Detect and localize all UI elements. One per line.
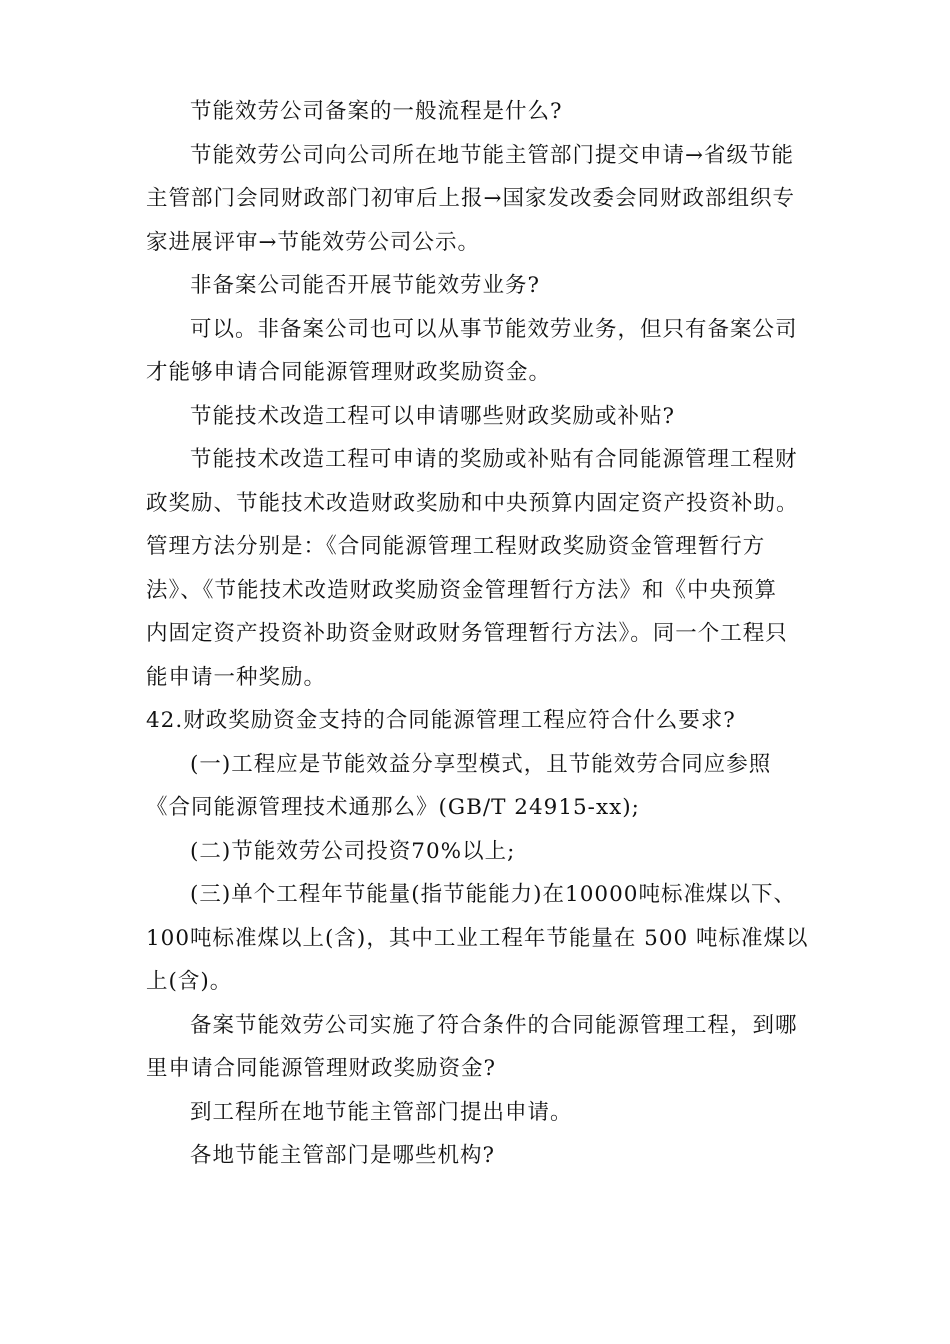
question-42-requirements: 42.财政奖励资金支持的合同能源管理工程应符合什么要求? xyxy=(146,708,736,733)
paragraph-line: 管理方法分别是：《合同能源管理工程财政奖励资金管理暂行方 xyxy=(146,534,766,559)
question-fiscal-rewards: 节能技术改造工程可以申请哪些财政奖励或补贴? xyxy=(190,404,676,429)
question-non-filed-company: 非备案公司能否开展节能效劳业务? xyxy=(190,273,541,298)
list-item-2: (二)节能效劳公司投资70%以上; xyxy=(190,839,516,864)
answer-where-to-apply: 到工程所在地节能主管部门提出申请。 xyxy=(190,1100,573,1125)
list-item-1: (一)工程应是节能效益分享型模式，且节能效劳合同应参照 xyxy=(190,752,772,777)
paragraph-line: 家进展评审→节能效劳公司公示。 xyxy=(146,230,481,255)
paragraph-line: 里申请合同能源管理财政奖励资金? xyxy=(146,1056,497,1081)
paragraph-line: 主管部门会同财政部门初审后上报→国家发改委会同财政部组织专 xyxy=(146,186,796,211)
paragraph-line: 《合同能源管理技术通那么》(GB/T 24915-xx); xyxy=(146,795,640,820)
paragraph-line: 内固定资产投资补助资金财政财务管理暂行方法》。同一个工程只 xyxy=(146,621,788,646)
paragraph-line: 100吨标准煤以上(含)，其中工业工程年节能量在 500 吨标准煤以 xyxy=(146,926,809,951)
list-item-3: (三)单个工程年节能量(指节能能力)在10000吨标准煤以下、 xyxy=(190,882,796,907)
paragraph-line: 政奖励、节能技术改造财政奖励和中央预算内固定资产投资补助。 xyxy=(146,491,799,516)
paragraph-line: 上(含)。 xyxy=(146,969,233,994)
paragraph-line: 才能够申请合同能源管理财政奖励资金。 xyxy=(146,360,552,385)
paragraph-line: 可以。非备案公司也可以从事节能效劳业务，但只有备案公司 xyxy=(190,317,798,342)
paragraph-line: 节能技术改造工程可申请的奖励或补贴有合同能源管理工程财 xyxy=(190,447,798,472)
paragraph-line: 节能效劳公司向公司所在地节能主管部门提交申请→省级节能 xyxy=(190,143,795,168)
question-filing-process: 节能效劳公司备案的一般流程是什么? xyxy=(190,99,563,124)
question-local-authorities: 各地节能主管部门是哪些机构? xyxy=(190,1143,496,1168)
paragraph-line: 法》、《节能技术改造财政奖励资金管理暂行方法》和《中央预算 xyxy=(146,578,778,603)
paragraph-line: 能申请一种奖励。 xyxy=(146,665,327,690)
question-where-to-apply: 备案节能效劳公司实施了符合条件的合同能源管理工程，到哪 xyxy=(190,1013,798,1038)
